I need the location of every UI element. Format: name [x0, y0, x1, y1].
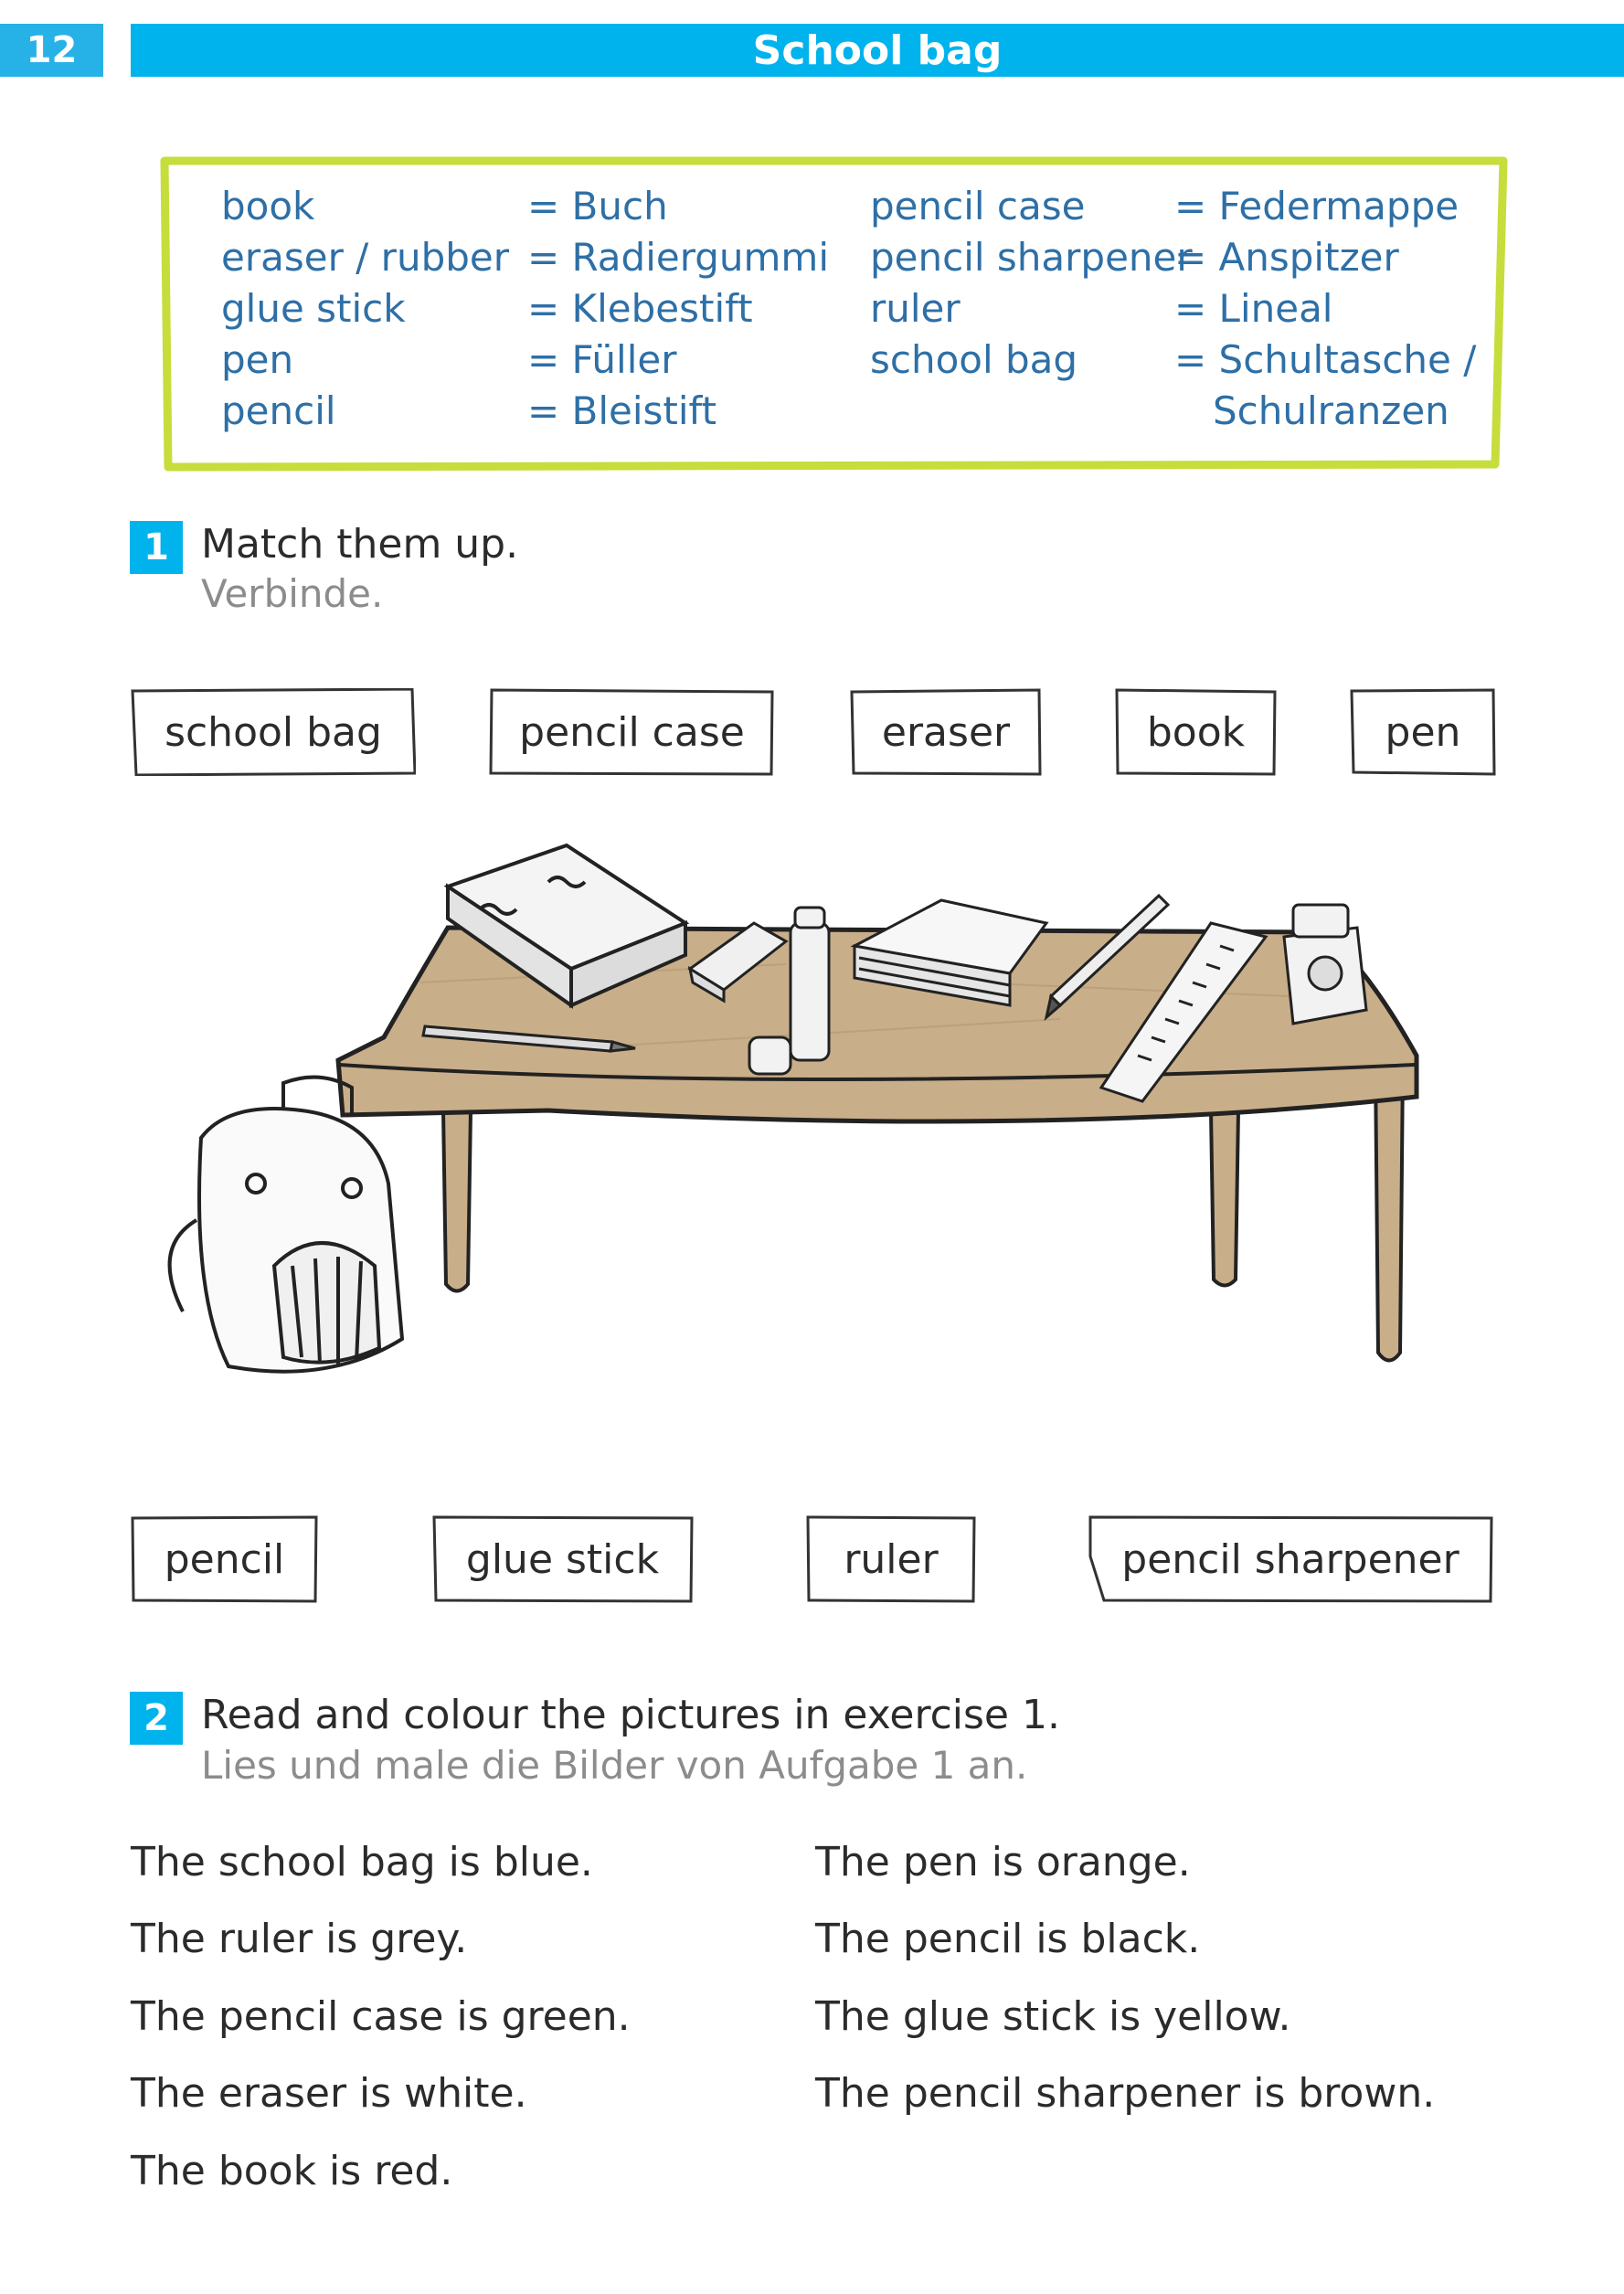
word-label: ruler [844, 1535, 939, 1583]
vocab-term: glue stick [221, 286, 406, 331]
vocab-translation: = Buch [527, 184, 668, 228]
exercise-2-subtitle: Lies und male die Bilder von Aufgabe 1 an. [201, 1743, 1028, 1788]
vocab-term: pencil case [870, 184, 1086, 228]
vocab-german-left [527, 181, 829, 437]
vocab-term: school bag [870, 337, 1078, 382]
word-box-glue-stick[interactable] [431, 1515, 694, 1603]
vocab-translation: = Lineal [1174, 286, 1333, 331]
sentence: The school bag is blue. [131, 1839, 593, 1885]
vocab-term: book [221, 184, 315, 228]
exercise-2-title: Read and colour the pictures in exercise 1. [201, 1692, 1060, 1738]
word-label: pen [1385, 708, 1461, 756]
pencil-sharpener-drawing [1284, 905, 1366, 1024]
exercise-1-number: 1 [130, 521, 183, 574]
sentence: The pencil is black. [815, 1916, 1201, 1962]
exercise-2-number: 2 [130, 1692, 183, 1745]
word-box-school-bag[interactable] [131, 688, 416, 776]
word-box-pencil-sharpener[interactable] [1088, 1515, 1493, 1603]
sentence: The eraser is white. [131, 2070, 527, 2117]
word-box-pencil-case[interactable] [489, 688, 775, 776]
word-box-eraser[interactable] [850, 688, 1042, 776]
vocab-translation: Schulranzen [1213, 388, 1449, 433]
word-label: pencil sharpener [1121, 1535, 1459, 1583]
desk-illustration [146, 836, 1444, 1458]
vocab-translation: = Radiergummi [527, 235, 830, 280]
vocab-translation: = Anspitzer [1174, 235, 1399, 280]
sentence: The pen is orange. [815, 1839, 1191, 1885]
sentence: The pencil sharpener is brown. [815, 2070, 1436, 2117]
vocab-term: pen [221, 337, 294, 382]
vocab-english-right [870, 181, 1193, 386]
sentence: The glue stick is yellow. [815, 1993, 1291, 2040]
vocab-english-left [221, 181, 509, 437]
vocab-translation: = Federmappe [1174, 184, 1459, 228]
vocab-term: ruler [870, 286, 961, 331]
word-box-book[interactable] [1115, 688, 1277, 776]
word-label: eraser [881, 708, 1011, 756]
word-box-pen[interactable] [1350, 688, 1496, 776]
sentence: The ruler is grey. [131, 1916, 468, 1962]
vocab-translation: = Schultasche / [1174, 337, 1477, 382]
vocab-translation: = Füller [527, 337, 677, 382]
word-label: glue stick [465, 1535, 660, 1583]
sentence: The pencil case is green. [131, 1993, 631, 2040]
vocab-german-right [1174, 181, 1476, 437]
vocab-term: eraser / rubber [221, 235, 509, 280]
exercise-1-subtitle: Verbinde. [201, 571, 384, 616]
vocab-term: pencil sharpener [870, 235, 1193, 280]
exercise-1-title: Match them up. [201, 521, 519, 568]
word-label: pencil case [519, 708, 745, 756]
page-title: School bag [131, 24, 1624, 77]
word-box-pencil[interactable] [131, 1515, 318, 1603]
vocab-translation: = Bleistift [527, 388, 717, 433]
word-label: school bag [165, 708, 382, 756]
word-box-ruler[interactable] [806, 1515, 976, 1603]
school-bag-drawing [170, 1078, 402, 1372]
vocab-term: pencil [221, 388, 336, 433]
word-label: pencil [164, 1535, 285, 1583]
word-label: book [1146, 708, 1246, 756]
page-number: 12 [0, 24, 103, 77]
vocab-translation: = Klebestift [527, 286, 753, 331]
sentence: The book is red. [131, 2148, 453, 2194]
